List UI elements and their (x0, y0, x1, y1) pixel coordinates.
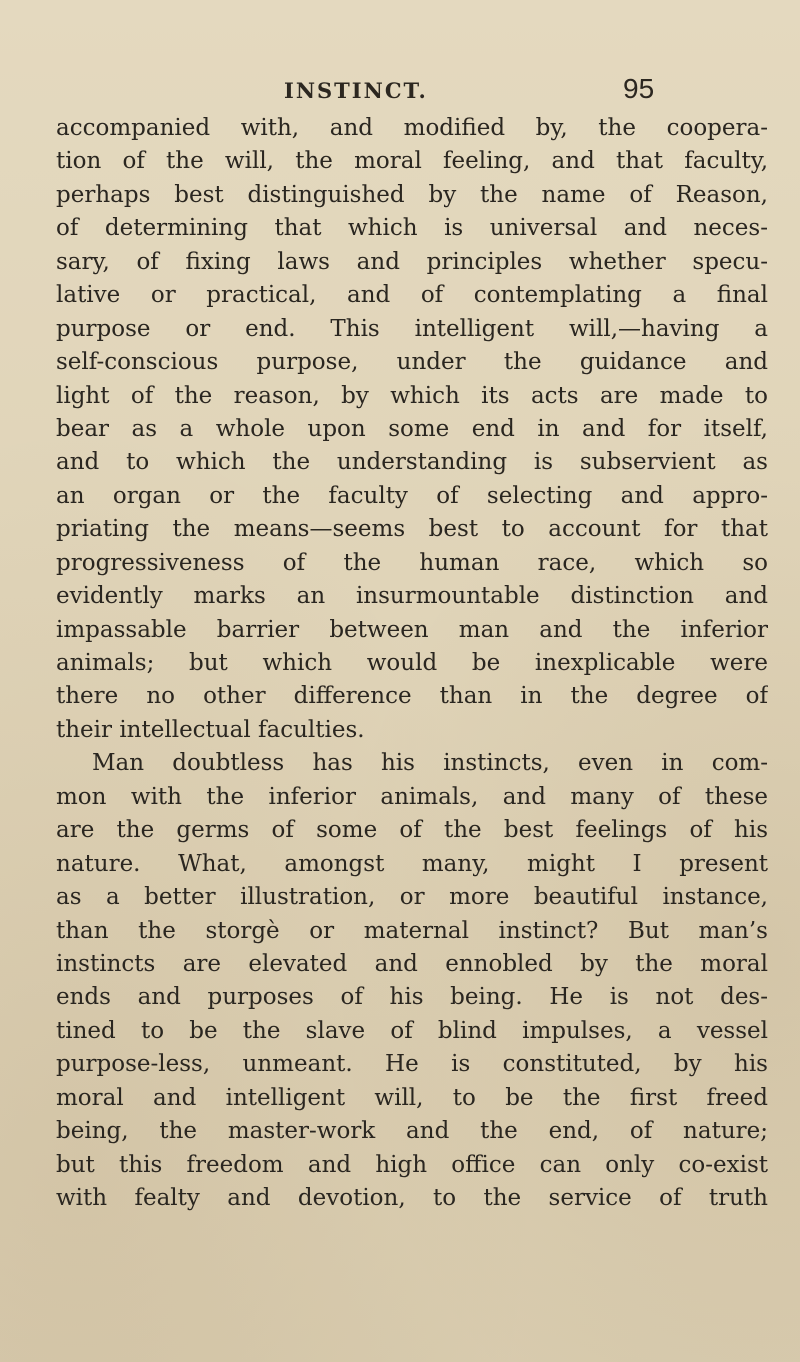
text-line: and to which the understanding is subservient as (56, 449, 768, 476)
text-line: as a better illustration, or more beautiful instance, (56, 884, 768, 911)
text-line: of determining that which is universal and neces- (56, 215, 768, 242)
text-line: sary, of fixing laws and principles whether specu- (56, 248, 768, 275)
body-text (56, 112, 768, 1215)
text-line: priating the means—seems best to account for that (56, 516, 768, 543)
text-line: tined to be the slave of blind impulses, a vessel (56, 1017, 768, 1044)
text-line: evidently marks an insurmountable distinction and (56, 583, 768, 610)
text-line: lative or practical, and of contemplating a final (56, 282, 768, 309)
text-line: but this freedom and high office can only co-exist (56, 1151, 768, 1178)
text-line: progressiveness of the human race, which so (56, 549, 768, 576)
text-line: light of the reason, by which its acts are made to (56, 382, 768, 409)
text-line: bear as a whole upon some end in and for itself, (56, 415, 768, 442)
text-line: mon with the inferior animals, and many of these (56, 783, 768, 810)
text-line: are the germs of some of the best feelings of his (56, 817, 768, 844)
text-line: nature. What, amongst many, might I present (56, 850, 768, 877)
page-number: 95 (623, 73, 655, 104)
text-line: accompanied with, and modified by, the coopera- (56, 115, 768, 141)
text-line: impassable barrier between man and the inferior (56, 616, 768, 643)
text-line: purpose-less, unmeant. He is constituted, by his (56, 1051, 768, 1078)
text-line: tion of the will, the moral feeling, and that faculty, (56, 148, 768, 175)
text-line: an organ or the faculty of selecting and appro- (56, 482, 768, 509)
text-line: there no other difference than in the degree of (56, 683, 768, 710)
text-line: moral and intelligent will, to be the first freed (56, 1084, 768, 1111)
text-line: purpose or end. This intelligent will,—having a (56, 315, 768, 342)
text-line-paragraph-start: Man doubtless has his instincts, even in com- (92, 750, 768, 777)
text-line: animals; but which would be inexplicable were (56, 650, 768, 676)
text-line: than the storgè or maternal instinct? But man’s (56, 917, 768, 944)
text-line: with fealty and devotion, to the service of truth (56, 1185, 768, 1211)
text-line: instincts are elevated and ennobled by the moral (56, 950, 768, 977)
running-title: INSTINCT. (284, 78, 428, 103)
text-line: self-conscious purpose, under the guidance and (56, 349, 768, 376)
text-line: perhaps best distinguished by the name of Reason, (56, 181, 768, 208)
running-head (0, 73, 800, 110)
text-line: ends and purposes of his being. He is not des- (56, 984, 768, 1011)
text-line: their intellectual faculties. (56, 716, 365, 743)
text-line: being, the master-work and the end, of nature; (56, 1118, 768, 1145)
